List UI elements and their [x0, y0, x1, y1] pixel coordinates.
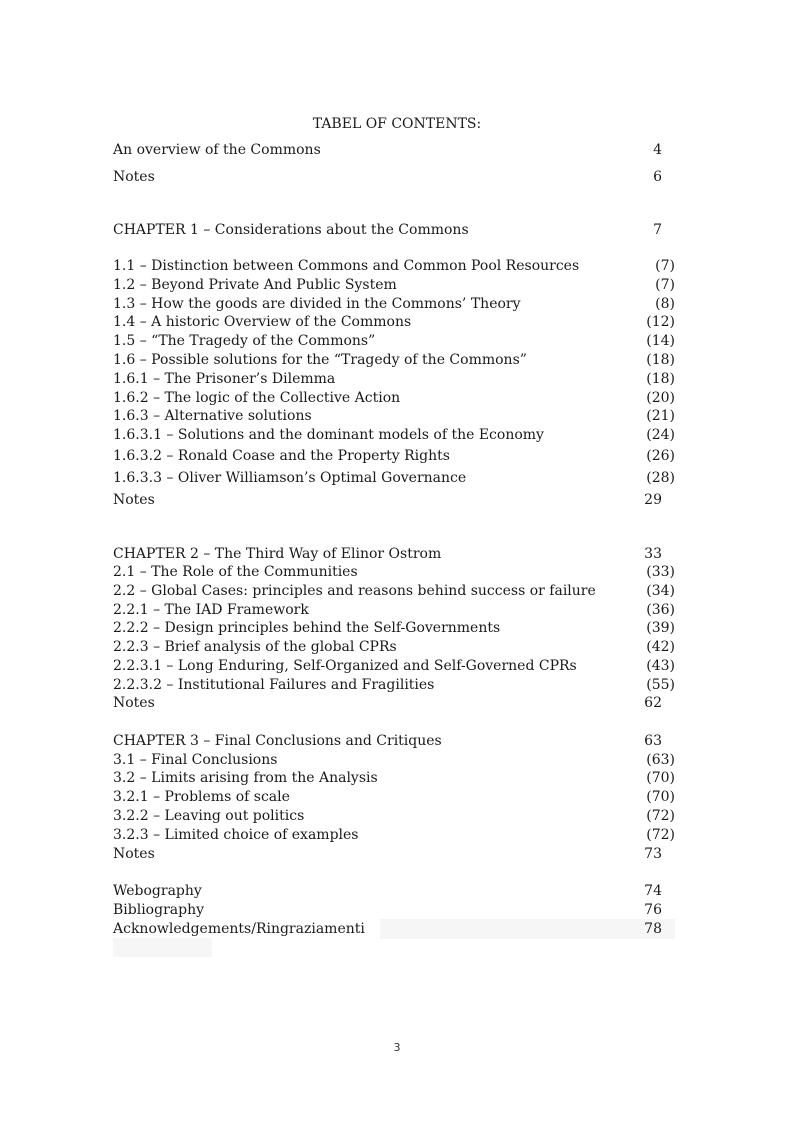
toc-entry-label: 1.5 – “The Tragedy of the Commons”: [113, 333, 376, 349]
toc-entry-label: 3.1 – Final Conclusions: [113, 752, 278, 768]
toc-entry[interactable]: [113, 295, 675, 314]
toc-entry[interactable]: [113, 732, 675, 751]
toc-entry-label: 1.6.1 – The Prisoner’s Dilemma: [113, 371, 336, 387]
toc-entry[interactable]: [113, 657, 675, 676]
toc-entry-page: (26): [646, 448, 675, 464]
highlight-shade: [113, 938, 212, 957]
toc-entry-page: 7: [653, 222, 662, 238]
toc-entry-label: Acknowledgements/Ringraziamenti: [113, 921, 365, 937]
toc-entry-page: 78: [644, 921, 662, 937]
toc-entry-label: 2.2.3.1 – Long Enduring, Self-Organized and Self-Governed CPRs: [113, 658, 577, 674]
toc-entry-page: (70): [646, 789, 675, 805]
toc-entry-label: 1.6.3 – Alternative solutions: [113, 408, 312, 424]
toc-entry[interactable]: [113, 582, 675, 601]
toc-entry[interactable]: [113, 313, 675, 332]
toc-entry-page: (18): [646, 371, 675, 387]
toc-entry-label: 1.6.3.1 – Solutions and the dominant models of the Economy: [113, 427, 544, 443]
toc-entry-page: (18): [646, 352, 675, 368]
toc-entry[interactable]: [113, 751, 675, 770]
toc-entry-label: Notes: [113, 492, 155, 508]
toc-entry-label: 1.4 – A historic Overview of the Commons: [113, 314, 412, 330]
toc-entry-page: (43): [646, 658, 675, 674]
toc-entry-label: 1.6.3.2 – Ronald Coase and the Property Rights: [113, 448, 450, 464]
toc-entry-page: (63): [646, 752, 675, 768]
toc-entry[interactable]: [113, 845, 675, 864]
toc-entry[interactable]: [113, 469, 675, 488]
toc-entry-page: 62: [644, 695, 662, 711]
toc-entry-label: Webography: [113, 883, 202, 899]
toc-entry-page: (7): [655, 258, 675, 274]
toc-entry-label: 1.6.3.3 – Oliver Williamson’s Optimal Governance: [113, 470, 467, 486]
toc-entry-page: (36): [646, 602, 675, 618]
toc-entry-label: 3.2.1 – Problems of scale: [113, 789, 290, 805]
toc-entry-label: CHAPTER 1 – Considerations about the Commons: [113, 222, 469, 238]
toc-entry-label: 1.1 – Distinction between Commons and Common Pool Resources: [113, 258, 580, 274]
toc-entry-label: 2.2.3.2 – Institutional Failures and Fragilities: [113, 677, 435, 693]
toc-entry-page: 4: [653, 142, 662, 158]
toc-entry-label: Notes: [113, 695, 155, 711]
toc-entry-label: 1.6 – Possible solutions for the “Tragedy of the Commons”: [113, 352, 527, 368]
toc-entry[interactable]: [113, 901, 675, 920]
toc-entry[interactable]: [113, 619, 675, 638]
toc-entry[interactable]: [113, 769, 675, 788]
toc-entry[interactable]: [113, 638, 675, 657]
toc-entry-page: (33): [646, 564, 675, 580]
toc-entry-page: (34): [646, 583, 675, 599]
toc-entry-page: (70): [646, 770, 675, 786]
toc-entry[interactable]: [113, 826, 675, 845]
toc-entry-page: 74: [644, 883, 662, 899]
toc-entry-label: An overview of the Commons: [113, 142, 321, 158]
toc-entry-label: 3.2.3 – Limited choice of examples: [113, 827, 359, 843]
toc-entry[interactable]: [113, 788, 675, 807]
toc-entry-page: (12): [646, 314, 675, 330]
toc-entry-page: (21): [646, 408, 675, 424]
toc-entry-label: 1.3 – How the goods are divided in the Commons’ Theory: [113, 296, 521, 312]
toc-entry-label: 2.2.1 – The IAD Framework: [113, 602, 309, 618]
toc-entry-page: 29: [644, 492, 662, 508]
toc-entry-label: 3.2 – Limits arising from the Analysis: [113, 770, 378, 786]
toc-entry-label: Notes: [113, 169, 155, 185]
toc-entry[interactable]: [113, 882, 675, 901]
toc-entry-label: 2.2.2 – Design principles behind the Self-Governments: [113, 620, 501, 636]
toc-entry-page: (20): [646, 390, 675, 406]
toc-entry-label: CHAPTER 2 – The Third Way of Elinor Ostrom: [113, 546, 442, 562]
toc-entry-page: (24): [646, 427, 675, 443]
toc-entry-page: 33: [644, 546, 662, 562]
toc-entry-page: (28): [646, 470, 675, 486]
toc-entry[interactable]: [113, 221, 675, 240]
toc-entry[interactable]: [113, 389, 675, 408]
toc-entry-page: (72): [646, 827, 675, 843]
toc-entry[interactable]: [113, 332, 675, 351]
toc-entry[interactable]: [113, 601, 675, 620]
toc-entry[interactable]: [113, 563, 675, 582]
toc-entry-label: Bibliography: [113, 902, 204, 918]
toc-entry[interactable]: [113, 141, 675, 160]
toc-entry[interactable]: [113, 545, 675, 564]
page-number: 3: [393, 1041, 401, 1054]
toc-entry-label: Notes: [113, 846, 155, 862]
toc-entry-page: 76: [644, 902, 662, 918]
toc-entry-page: (7): [655, 277, 675, 293]
toc-entry-label: 2.2.3 – Brief analysis of the global CPRs: [113, 639, 397, 655]
toc-entry[interactable]: [113, 426, 675, 445]
toc-entry-page: 73: [644, 846, 662, 862]
toc-entry-page: (42): [646, 639, 675, 655]
toc-entry[interactable]: [113, 447, 675, 466]
toc-entry-page: (8): [655, 296, 675, 312]
toc-entry-page: (14): [646, 333, 675, 349]
toc-entry[interactable]: [113, 676, 675, 695]
toc-entry[interactable]: [113, 168, 675, 187]
toc-entry-label: 1.2 – Beyond Private And Public System: [113, 277, 397, 293]
toc-title: TABEL OF CONTENTS:: [312, 116, 482, 132]
toc-entry-label: CHAPTER 3 – Final Conclusions and Critiques: [113, 733, 442, 749]
toc-entry[interactable]: [113, 694, 675, 713]
toc-entry[interactable]: [113, 370, 675, 389]
toc-entry[interactable]: [113, 257, 675, 276]
toc-entry-page: (55): [646, 677, 675, 693]
toc-entry-label: 2.2 – Global Cases: principles and reasons behind success or failure: [113, 583, 596, 599]
toc-entry[interactable]: [113, 920, 675, 939]
toc-entry[interactable]: [113, 351, 675, 370]
toc-entry-page: 6: [653, 169, 662, 185]
toc-entry-page: (72): [646, 808, 675, 824]
toc-entry-label: 3.2.2 – Leaving out politics: [113, 808, 305, 824]
toc-entry[interactable]: [113, 807, 675, 826]
toc-entry[interactable]: [113, 491, 675, 510]
toc-entry-label: 1.6.2 – The logic of the Collective Action: [113, 390, 401, 406]
toc-entry-label: 2.1 – The Role of the Communities: [113, 564, 358, 580]
toc-entry[interactable]: [113, 276, 675, 295]
toc-entry[interactable]: [113, 407, 675, 426]
toc-entry-page: (39): [646, 620, 675, 636]
toc-entry-page: 63: [644, 733, 662, 749]
